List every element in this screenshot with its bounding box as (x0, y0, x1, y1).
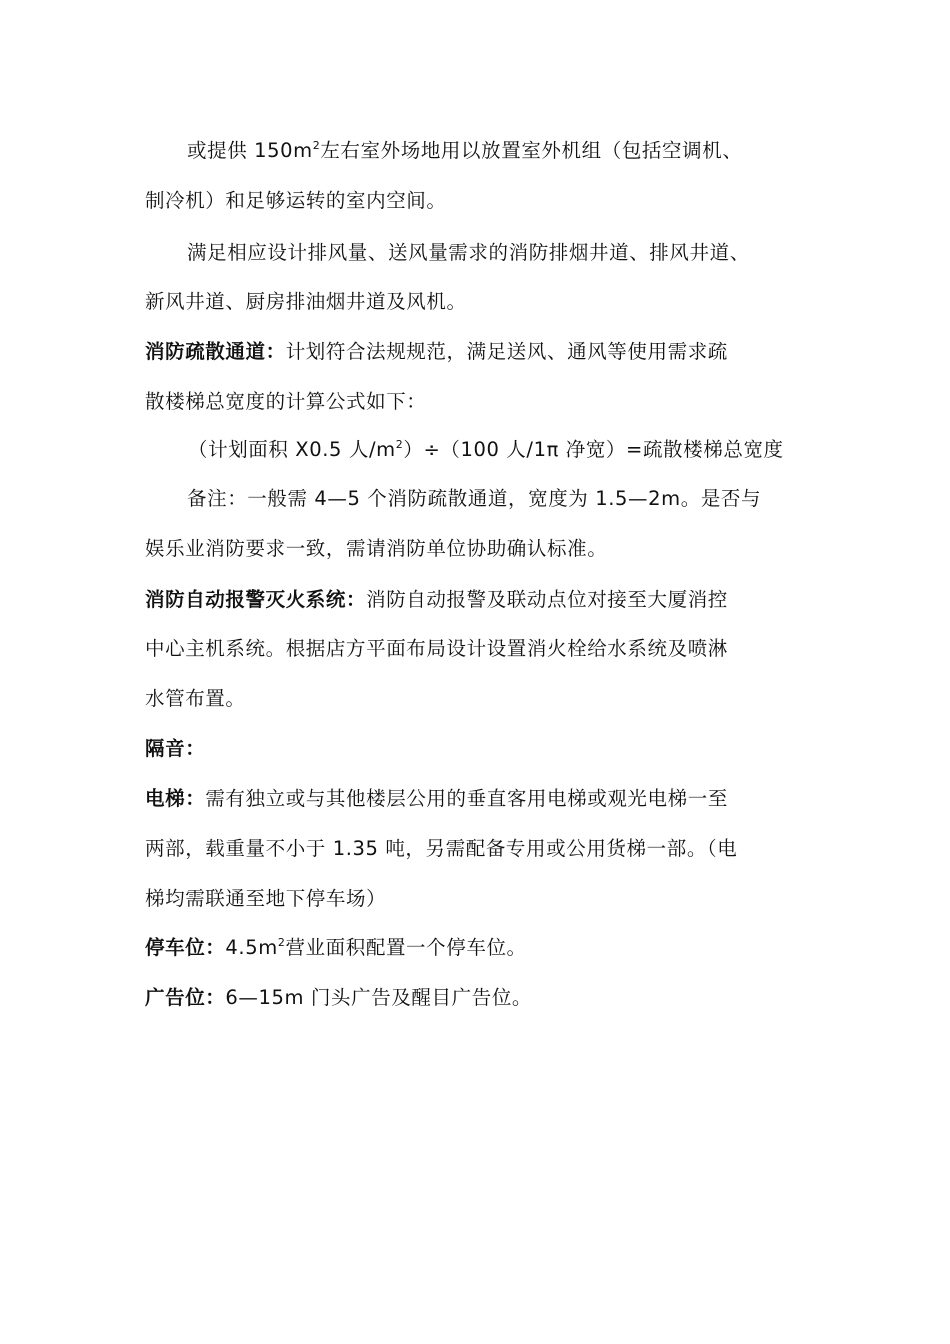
paragraph-elevator-line-1 (145, 786, 728, 812)
text: 消防自动报警及联动点位对接至大厦消控 (366, 588, 728, 611)
text: （计划面积 X0.5 人/m (188, 438, 396, 461)
note-line-2: 娱乐业消防要求一致，需请消防单位协助确认标准。 (145, 537, 608, 560)
text: 或提供 150m (187, 139, 313, 162)
section-heading: 电梯： (145, 787, 206, 810)
text: 6—15m 门头广告及醒目广告位。 (225, 986, 533, 1009)
paragraph-fire-alarm-line-3: 水管布置。 (145, 687, 246, 710)
paragraph-shafts-line-2: 新风井道、厨房排油烟井道及风机。 (145, 290, 467, 313)
text: 左右室外场地用以放置室外机组（包括空调机、 (320, 139, 743, 162)
note-line-1: 备注：一般需 4—5 个消防疏散通道，宽度为 1.5—2m。是否与 (187, 487, 762, 510)
formula-line (188, 437, 784, 463)
text: 4.5m (225, 936, 278, 959)
superscript: 2 (312, 139, 321, 152)
paragraph-advertising (145, 985, 532, 1011)
paragraph-evacuation-line-2: 散楼梯总宽度的计算公式如下： (145, 390, 427, 413)
section-heading: 消防疏散通道： (145, 340, 286, 363)
superscript: 2 (395, 438, 404, 451)
paragraph-outdoor-space-line-1 (187, 138, 742, 164)
paragraph-elevator-line-3: 梯均需联通至地下停车场） (145, 887, 387, 910)
paragraph-outdoor-space-line-2: 制冷机）和足够运转的室内空间。 (145, 189, 447, 212)
paragraph-parking (145, 935, 527, 961)
paragraph-shafts-line-1: 满足相应设计排风量、送风量需求的消防排烟井道、排风井道、 (187, 241, 750, 264)
paragraph-evacuation-line-1 (145, 339, 728, 365)
paragraph-fire-alarm-line-2: 中心主机系统。根据店方平面布局设计设置消火栓给水系统及喷淋 (145, 637, 728, 660)
text: 计划符合法规规范，满足送风、通风等使用需求疏 (285, 340, 728, 363)
section-heading: 广告位： (145, 986, 226, 1009)
text: 营业面积配置一个停车位。 (285, 936, 527, 959)
paragraph-fire-alarm-line-1 (145, 587, 728, 613)
section-heading: 停车位： (145, 936, 226, 959)
superscript: 2 (277, 936, 286, 949)
text: 需有独立或与其他楼层公用的垂直客用电梯或观光电梯一至 (205, 787, 728, 810)
section-heading: 消防自动报警灭火系统： (145, 588, 367, 611)
text: ）÷（100 人/1π 净宽）=疏散楼梯总宽度 (403, 438, 784, 461)
paragraph-elevator-line-2: 两部，载重量不小于 1.35 吨，另需配备专用或公用货梯一部。（电 (145, 837, 738, 860)
section-heading-soundproofing: 隔音： (145, 737, 206, 760)
